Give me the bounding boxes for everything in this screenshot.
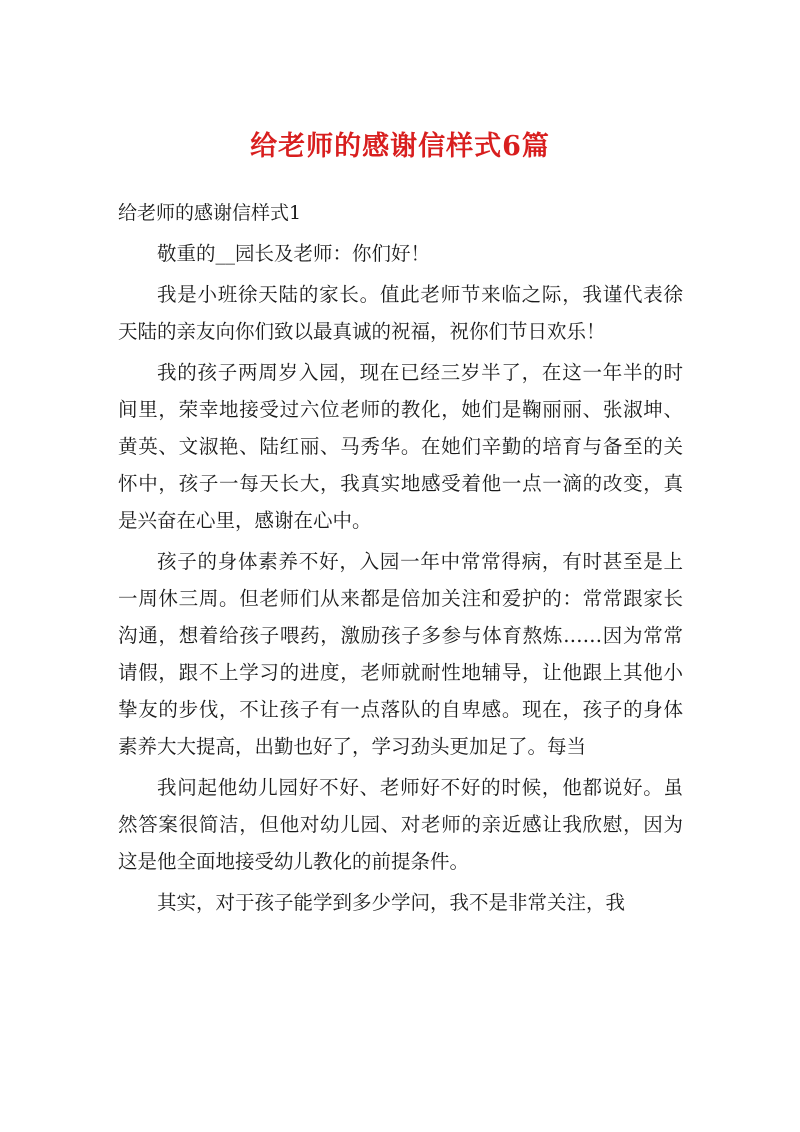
document-body [118, 195, 683, 921]
paragraph-feedback: 我问起他幼儿园好不好、老师好不好的时候，他都说好。虽然答案很简洁，但他对幼儿园、对老师的亲近感让我欣慰，因为这是他全面地接受幼儿教化的前提条件。 [118, 776, 683, 873]
paragraph-closing: 其实，对于孩子能学到多少学问，我不是非常关注，我 [157, 891, 626, 914]
paragraph-intro: 我是小班徐天陆的家长。值此老师节来临之际，我谨代表徐天陆的亲友向你们致以最真诚的祝福，祝你们节日欢乐！ [118, 283, 683, 343]
section-heading: 给老师的感谢信样式1 [118, 202, 302, 224]
paragraph-health: 孩子的身体素养不好，入园一年中常常得病，有时甚至是上一周休三周。但老师们从来都是倍加关注和爱护的：常常跟家长沟通，想着给孩子喂药，激励孩子多参与体育熬炼……因为常常请假，跟不上学习的进度，老师就耐性地辅导，让他跟上其他小挚友的步伐，不让孩子有一点落队的自卑感。现在，孩子的身体素养大大提高，出勤也好了，学习劲头更加足了。每当 [118, 550, 683, 758]
paragraph-greeting: 敬重的__园长及老师：你们好！ [157, 242, 431, 265]
paragraph-teachers: 我的孩子两周岁入园，现在已经三岁半了，在这一年半的时间里，荣幸地接受过六位老师的教化，她们是鞠丽丽、张淑坤、黄英、文淑艳、陆红丽、马秀华。在她们辛勤的培育与备至的关怀中，孩子一每天长大，我真实地感受着他一点一滴的改变，真是兴奋在心里，感谢在心中。 [118, 361, 683, 532]
document-title: 给老师的感谢信样式6篇 [250, 131, 550, 162]
